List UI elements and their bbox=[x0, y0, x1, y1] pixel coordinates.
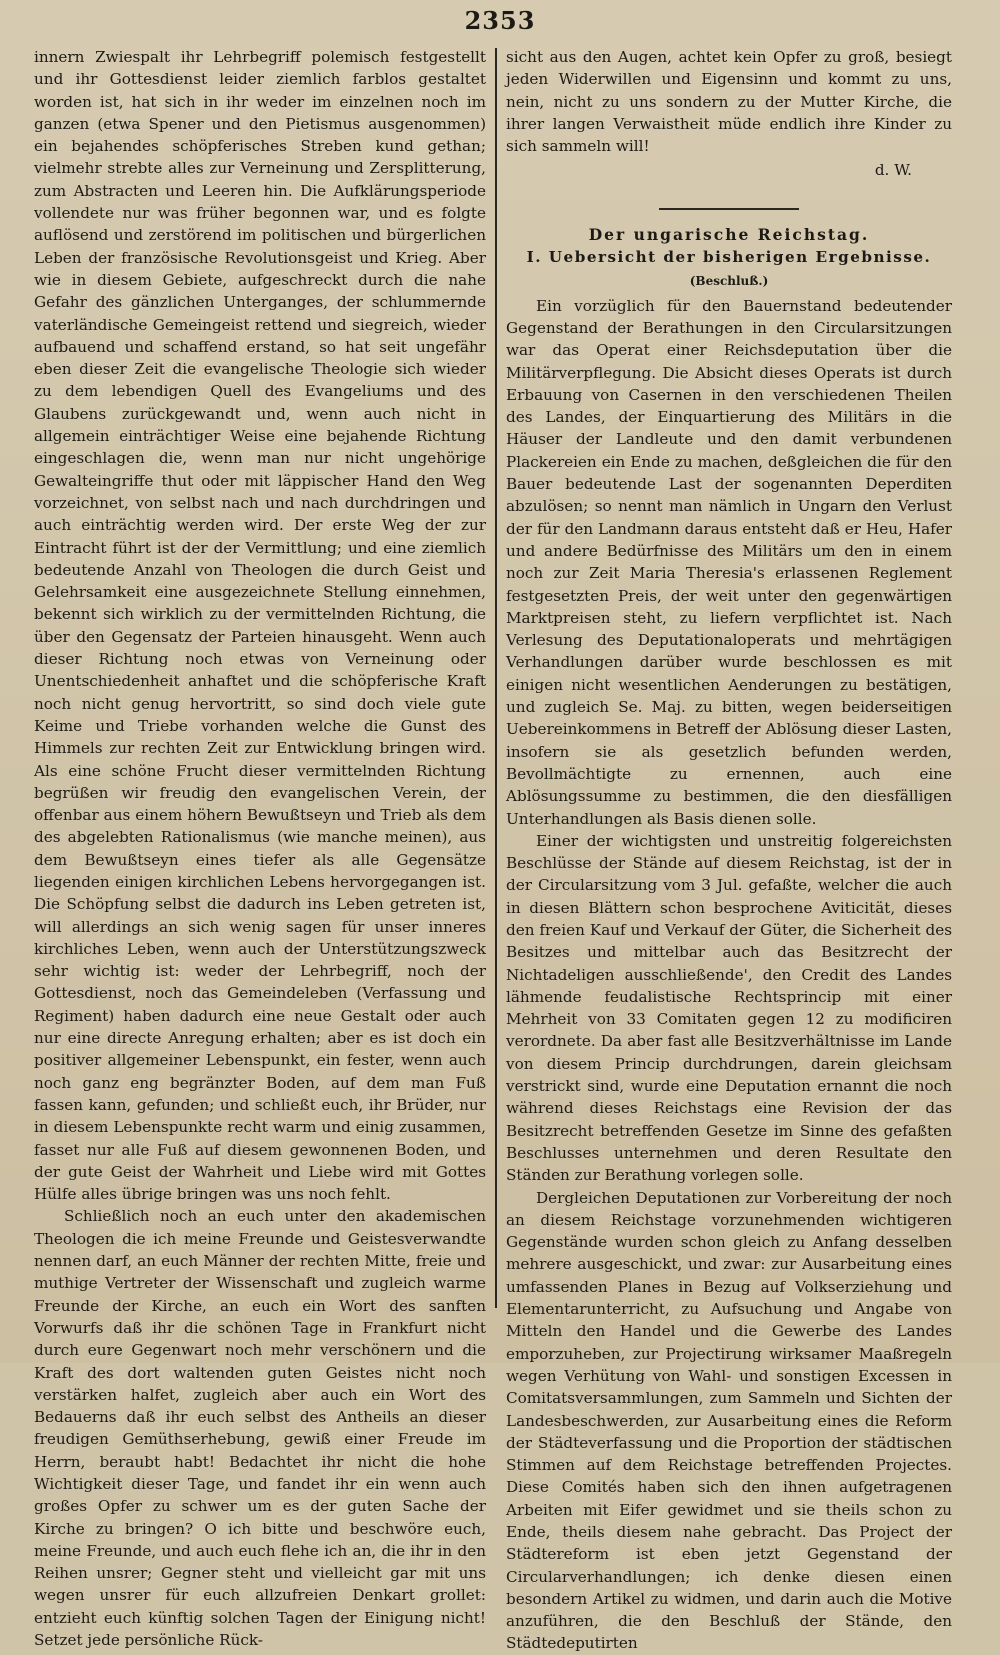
article-separator bbox=[659, 208, 799, 210]
right-intro-paragraph: sicht aus den Augen, achtet kein Opfer zu groß, besiegt jeden Widerwillen und Eigensinn und kommt zu uns, nein, nicht zu uns sondern zu der Mutter Kirche, die ihrer langen Verwaistheit müde endlich ihre Kinder zu sich sammeln will! bbox=[506, 48, 952, 156]
signature: d. W. bbox=[874, 161, 912, 180]
article-subtitle: I. Uebersicht der bisherigen Ergebnisse. bbox=[526, 248, 932, 267]
left-paragraph-2: Schließlich noch an euch unter den akademischen Theologen die ich meine Freunde und Geistesverwandte nennen darf, an euch Männer der rechten Mitte, freie und muthige Vertreter der Wissenschaft und zugleich warme Freunde der Kirche, an euch ein Wort des sanften Vorwurfs daß ihr die schönen Tage in Frankfurt nicht durch eure Gegenwart noch mehr verschönern und die Kraft des dort waltenden guten Geistes nicht noch verstärken halfet, zugleich aber auch ein Wort des Bedauerns daß ihr euch selbst des Antheils an dieser freudigen Gemüthserhebung, gewiß einer Freude im Herrn, beraubt habt! Bedachtet ihr nicht die hohe Wichtigkeit dieser Tage, und fandet ihr ein wenn auch großes Opfer zu schwer um es der guten Sache der Kirche zu bringen? O ich bitte und beschwöre euch, meine Freunde, und auch euch flehe ich an, die ihr in den Reihen unsrer; Gegner steht und vielleicht gar mit uns wegen unsrer für euch allzufreien Denkart grollet: entzieht euch künftig solchen Tagen der Einigung nicht! Setzet jede persönliche Rück- bbox=[34, 1207, 486, 1650]
left-paragraph-1: innern Zwiespalt ihr Lehrbegriff polemisch festgestellt und ihr Gottesdienst leider ziemlich farblos gestaltet worden ist, hat sich in ihr weder im einzelnen noch im ganzen (etwa Spener und den Pietismus ausgenommen) ein bejahendes schöpferisches Streben kund gethan; vielmehr strebte alles zur Verneinung und Zersplitterung, zum Abstracten und Leeren hin. Die Aufklärungsperiode vollendete nur was früher begonnen war, und es folgte auflösend und zerstörend im politischen und bürgerlichen Leben der französische Revolutionsgeist und Krieg. Aber wie in diesem Gebiete, aufgeschreckt durch die nahe Gefahr des gänzlichen Unterganges, der schlummernde vaterländische Gemeingeist rettend und siegreich, wieder aufbauend und schaffend erstand, so hat seit ungefähr eben dieser Zeit die evangelische Theologie sich wieder zu dem lebendigen Quell des Evangeliums und des Glaubens zurückgewandt und, wenn auch nicht in allgemein einträchtiger Weise eine bejahende Richtung eingeschlagen die, wenn man nur nicht ungehörige Gewalteingriffe thut oder mit läppischer Hand den Weg vorzeichnet, von selbst nach und nach durchdringen und auch einträchtig werden wird. Der erste Weg der zur Eintracht führt ist der der Vermittlung; und eine ziemlich bedeutende Anzahl von Theologen die durch Geist und Gelehrsamkeit eine ausgezeichnete Stellung einnehmen, bekennt sich wirklich zu der vermittelnden Richtung, die über den Gegensatz der Parteien hinausgeht. Wenn auch dieser Richtung noch etwas von Verneinung oder Unentschiedenheit anhaftet und die schöpferische Kraft noch nicht genug hervortritt, so sind doch viele gute Keime und Triebe vorhanden welche die Gunst des Himmels zur rechten Zeit zur Entwicklung bringen wird. Als eine schöne Frucht dieser vermittelnden Richtung begrüßen wir freudig den evangelischen Verein, der offenbar aus einem höhern Bewußtseyn und Trieb als dem des abgelebten Rationalismus (wie manche meinen), aus dem Bewußtseyn eines tiefer als alle Gegensätze liegenden einigen kirchlichen Lebens hervorgegangen ist. Die Schöpfung selbst die dadurch ins Leben getreten ist, will allerdings an sich wenig sagen für unser inneres kirchliches Leben, wenn auch der Unterstützungszweck sehr wichtig ist: weder der Lehrbegriff, noch der Gottesdienst, noch das Gemeindeleben (Verfassung und Regiment) haben dadurch eine neue Gestalt oder auch nur eine directe Anregung erhalten; aber es ist doch ein positiver allgemeiner Lebenspunkt, ein fester, wenn auch noch ganz eng begränzter Boden, auf dem man Fuß fassen kann, gefunden; und schließt euch, ihr Brüder, nur in diesem Lebenspunkte recht warm und einig zusammen, fasset nur alle Fuß auf diesem gewonnenen Boden, und der gute Geist der Wahrheit und Liebe wird mit Gottes Hülfe alles übrige bringen was uns noch fehlt. bbox=[34, 48, 486, 1204]
article-paragraph-2: Einer der wichtigsten und unstreitig folgereichsten Beschlüsse der Stände auf diesem Reichstag, ist der in der Circularsitzung vom 3 Jul. gefaßte, welcher die auch in diesen Blättern schon besprochene Aviticität, dieses den freien Kauf und Verkauf der Güter, die Sicherheit des Besitzes und mittelbar auch das Besitzrecht der Nichtadeligen ausschließende', den Credit des Landes lähmende feudalistische Rechtsprincip mit einer Mehrheit von 33 Comitaten gegen 12 zu modificiren verordnete. Da aber fast alle Besitzverhältnisse im Lande von diesem Princip durchdrungen, darein gleichsam verstrickt sind, wurde eine Deputation ernannt die noch während dieses Reichstags eine Revision der das Besitzrecht betreffenden Gesetze im Sinne des gefaßten Beschlusses unternehmen und deren Resultate den Ständen zur Berathung vorlegen solle. bbox=[506, 831, 952, 1185]
article-paragraph-1: Ein vorzüglich für den Bauernstand bedeutender Gegenstand der Berathungen in den Circularsitzungen war das Operat einer Reichsdeputation über die Militärverpflegung. Die Absicht dieses Operats ist durch Erbauung von Casernen in den verschiedenen Theilen des Landes, der Einquartierung des Militärs in die Häuser der Landleute und den damit verbundenen Plackereien ein Ende zu machen, deßgleichen die für den Bauer bedeutende Last der sogenannten Deperditen abzulösen; so nennt man nämlich in Ungarn den Verlust der für den Landmann daraus entsteht daß er Heu, Hafer und andere Bedürfnisse des Militärs um den in einem noch zur Zeit Maria Theresia's erlassenen Reglement festgesetzten Preis, der weit unter den gegenwärtigen Marktpreisen steht, zu liefern verpflichtet ist. Nach Verlesung des Deputationaloperats und mehrtägigen Verhandlungen darüber wurde beschlossen es mit einigen nicht wesentlichen Aenderungen zu bestätigen, und zugleich Se. Maj. zu bitten, wegen beiderseitigen Uebereinkommens in Betreff der Ablösung dieser Lasten, insofern sie als gesetzlich befunden werden, Bevollmächtigte zu ernennen, auch eine Ablösungssumme zu bestimmen, die den diesfälligen Unterhandlungen als Basis dienen solle. bbox=[506, 296, 952, 828]
left-column bbox=[34, 46, 486, 1650]
right-column bbox=[506, 46, 952, 1653]
article-note: (Beschluß.) bbox=[689, 274, 769, 289]
article-paragraph-3: Dergleichen Deputationen zur Vorbereitung der noch an diesem Reichstage vorzunehmenden wichtigeren Gegenstände wurden schon gleich zu Anfang desselben mehrere ausgeschickt, und zwar: zur Ausarbeitung eines umfassenden Planes in Bezug auf Volkserziehung und Elementarunterricht, zu Aufsuchung und Angabe von Mitteln den Handel und die Gewerbe des Landes emporzuheben, zur Projectirung wirksamer Maaßregeln wegen Verhütung von Wahl- und sonstigen Excessen in Comitatsversammlungen, zum Sammeln und Sichten der Landesbeschwerden, zur Ausarbeitung eines die Reform der Städteverfassung und die Proportion der städtischen Stimmen auf dem Reichstage betreffenden Projectes. Diese Comités haben sich den ihnen aufgetragenen Arbeiten mit Eifer gewidmet und sie theils schon zu Ende, theils diesem nahe gebracht. Das Project der Städtereform ist eben jetzt Gegenstand der Circularverhandlungen; ich denke diesen einen besondern Artikel zu widmen, und darin auch die Motive anzuführen, die den Beschluß der Stände, den Städtedeputirten bbox=[506, 1188, 952, 1653]
article-title: Der ungarische Reichstag. bbox=[588, 224, 870, 244]
page-number: 2353 bbox=[464, 6, 536, 35]
column-divider bbox=[495, 48, 497, 1308]
